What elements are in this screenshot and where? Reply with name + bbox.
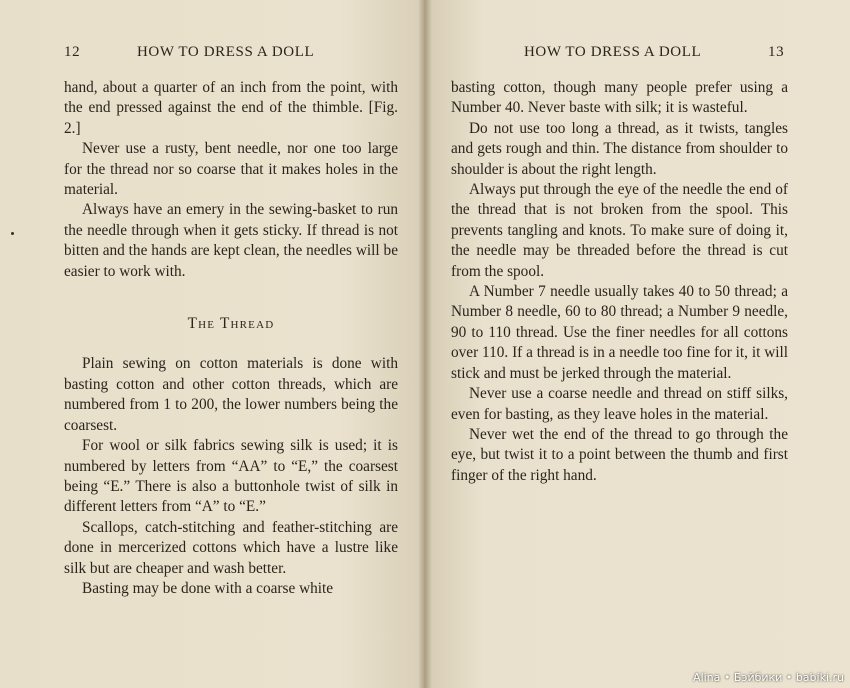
left-paragraph-3: Always have an emery in the sewing-basket to run the needle through when it gets sticky. If thread is not bitten and the hands are kept clean, the needles will be easier to work with. xyxy=(64,201,398,280)
section-heading: The Thread xyxy=(187,315,275,333)
right-paragraph-1: basting cotton, though many people prefer using a Number 40. Never baste with silk; it is wasteful. xyxy=(451,79,788,117)
section-paragraph-3: Scallops, catch-stitching and feather-stitching are done in mercerized cottons which have a lustre like silk but are cheaper and wash better. xyxy=(64,518,398,577)
right-paragraph-6: Never wet the end of the thread to go through the eye, but twist it to a point between the thumb and first finger of the right hand. xyxy=(451,425,788,484)
paper-speck xyxy=(11,232,14,235)
section-paragraph-4: Basting may be done with a coarse white xyxy=(82,579,334,597)
section-paragraph-2: For wool or silk fabrics sewing silk is used; it is numbered by letters from “AA” to “E,” the coarsest being “E.” There is also a buttonhole twist of silk in different letters from “A” to “E.” xyxy=(64,437,398,516)
section-paragraph-1: Plain sewing on cotton materials is done with basting cotton and other cotton threads, which are numbered from 1 to 200, the lower numbers being the coarsest. xyxy=(64,355,398,434)
book-gutter xyxy=(418,0,432,688)
right-paragraph-2: Do not use too long a thread, as it twists, tangles and gets rough and thin. The distance from shoulder to shoulder is about the right length. xyxy=(451,119,788,178)
right-paragraph-5: Never use a coarse needle and thread on stiff silks, even for basting, as they leave holes in the material. xyxy=(451,385,788,423)
right-page xyxy=(424,0,850,688)
right-paragraph-4: A Number 7 needle usually takes 40 to 50 thread; a Number 8 needle, 60 to 80 thread; a Number 9 needle, 90 to 110 thread. Use the finer needles for all cottons over 110. If a thread is in a needle too fine for it, it will stick and must be jerked through the material. xyxy=(451,283,788,382)
left-page xyxy=(0,0,424,688)
right-paragraph-3: Always put through the eye of the needle the end of the thread that is not broken from the spool. This prevents tangling and knots. To make sure of doing it, the needle may be threaded before the thread is cut from the spool. xyxy=(451,181,788,280)
left-paragraph-1: hand, about a quarter of an inch from the point, with the end pressed against the end of the thimble. [Fig. 2.] xyxy=(64,79,398,137)
right-running-head: HOW TO DRESS A DOLL xyxy=(524,44,702,60)
left-running-head: HOW TO DRESS A DOLL xyxy=(137,44,315,60)
left-page-number: 12 xyxy=(64,44,81,60)
left-paragraph-2: Never use a rusty, bent needle, nor one too large for the thread nor so coarse that it makes holes in the material. xyxy=(64,140,398,199)
right-text-column xyxy=(451,78,788,486)
right-page-number: 13 xyxy=(768,44,785,60)
watermark: Alina • Бэйбики • babiki.ru xyxy=(693,671,844,684)
left-text-column xyxy=(64,78,398,599)
